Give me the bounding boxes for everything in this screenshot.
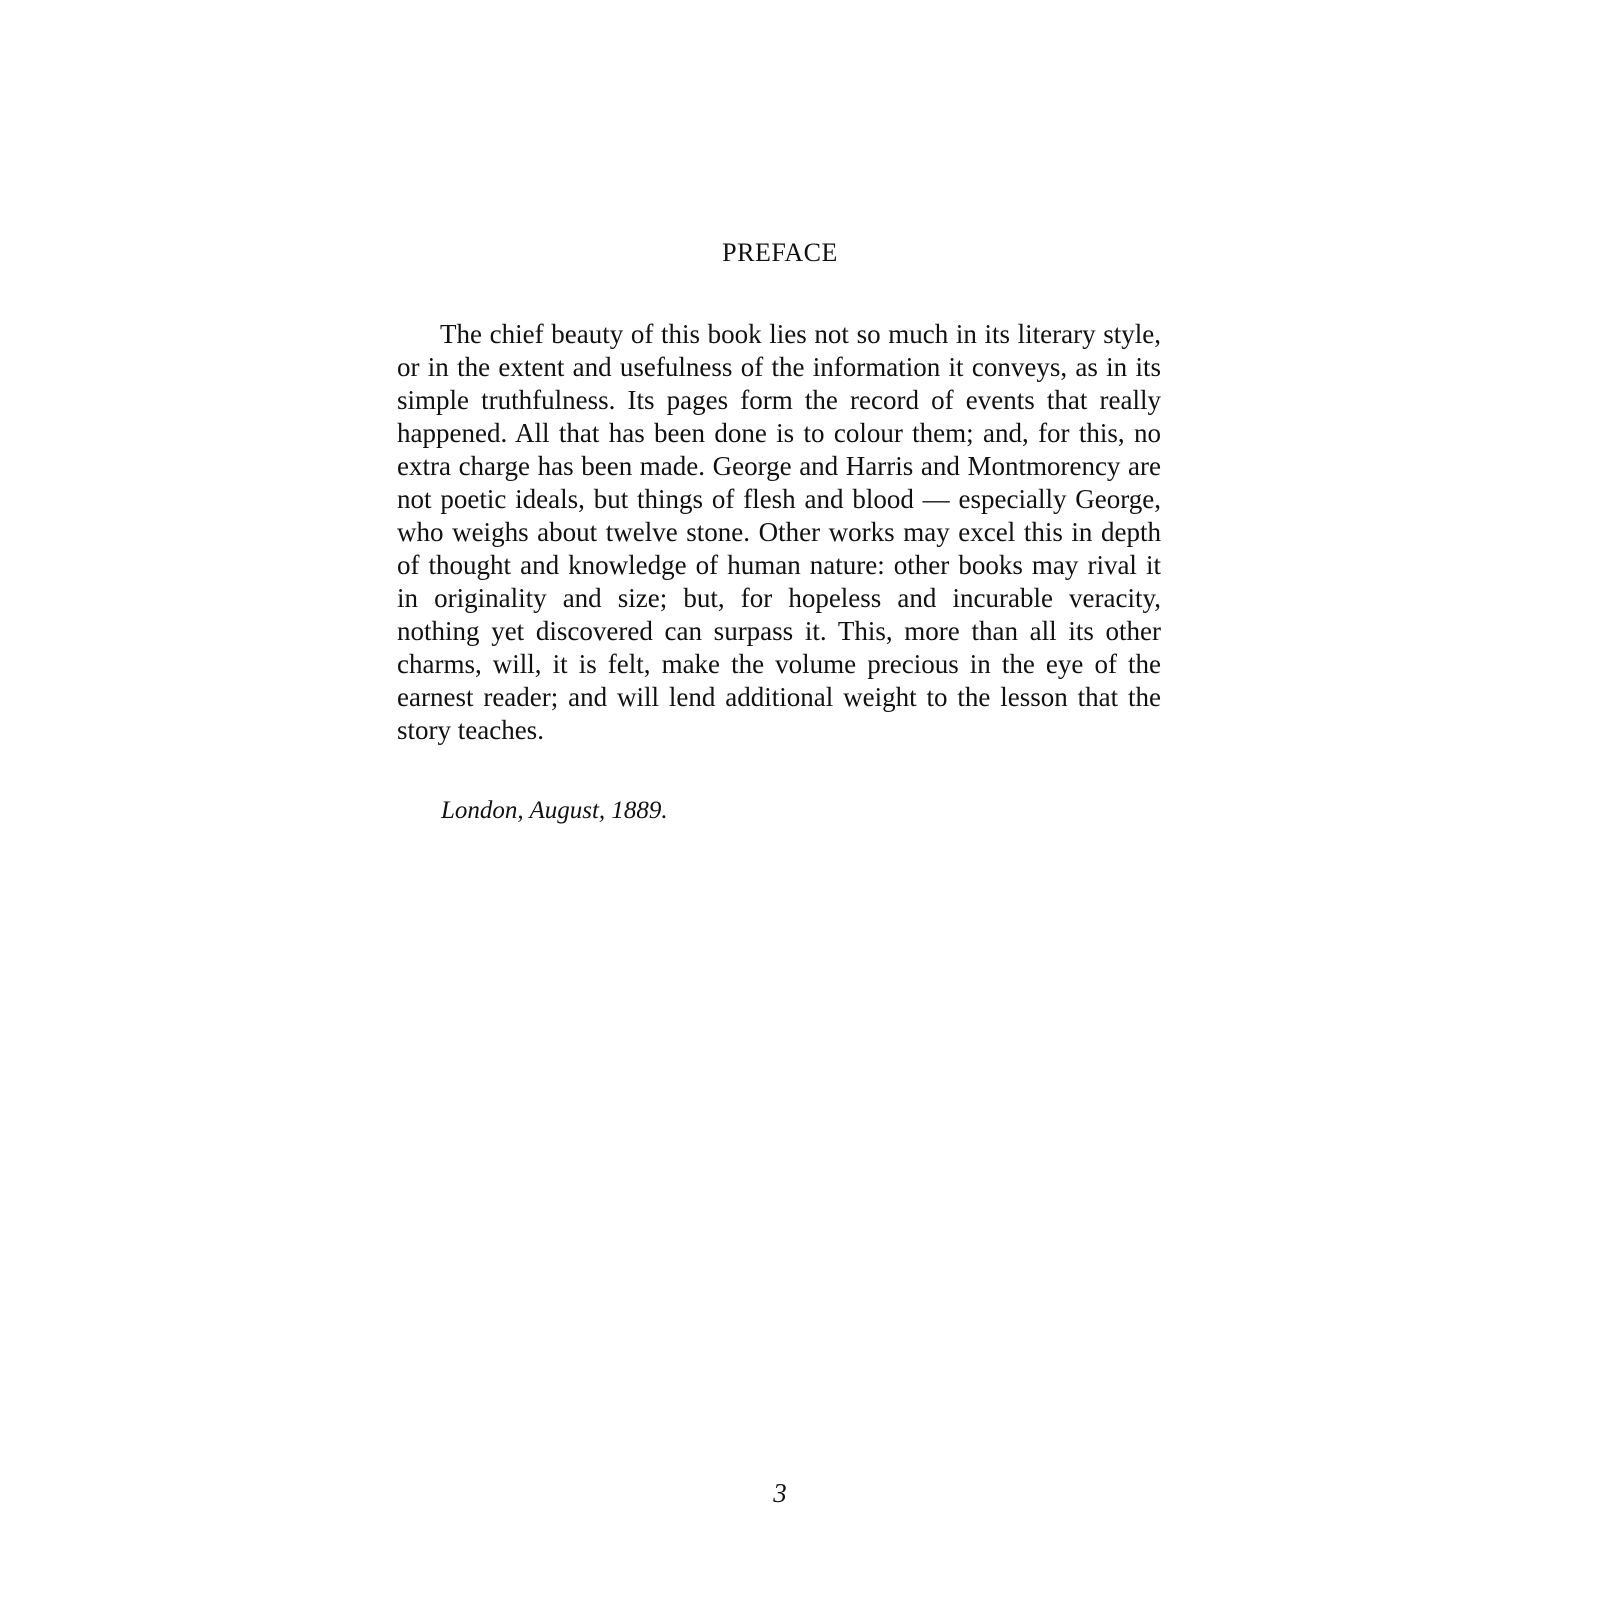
preface-paragraph: The chief beauty of this book lies not so much in its literary style, or in the extent and usefulness of the information it conveys, as in its simple truthfulness. Its pages form the record of events that really happened. All that has been done is to colour them; and, for this, no extra charge has been made. George and Harris and Montmorency are not poetic ideals, but things of flesh and blood — especially George, who weighs about twelve stone. Other works may excel this in depth of thought and knowledge of human nature: other books may rival it in originality and size; but, for hopeless and incurable veracity, nothing yet discovered can surpass it. This, more than all its other charms, will, it is felt, make the volume precious in the eye of the earnest reader; and will lend additional weight to the lesson that the story teaches. [397, 319, 1161, 745]
page-number: 3 [773, 1478, 787, 1508]
place-date-signature: London, August, 1889. [441, 797, 668, 824]
page-title: PREFACE [722, 238, 838, 267]
